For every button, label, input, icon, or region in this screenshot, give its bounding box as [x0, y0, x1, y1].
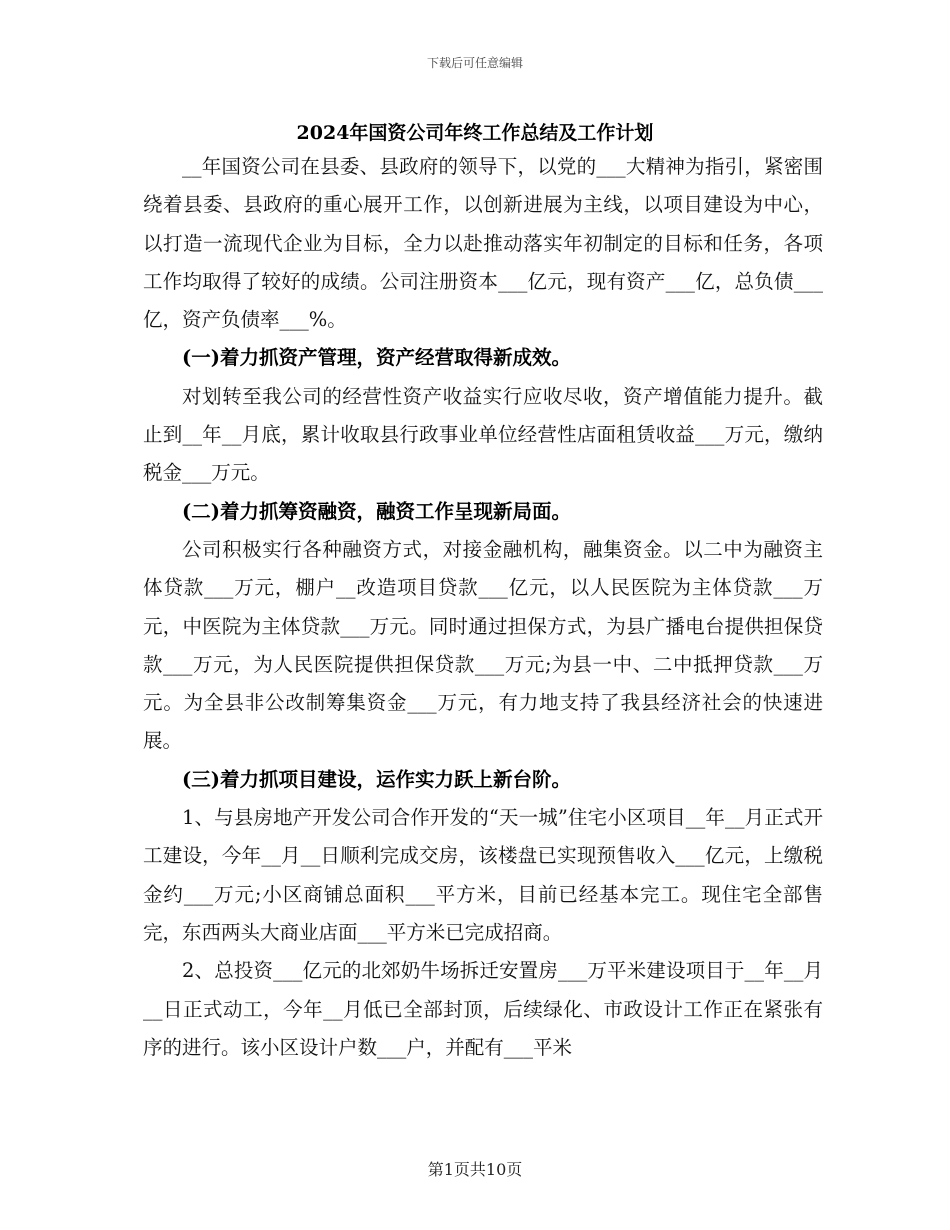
document-body [143, 148, 823, 1067]
section-heading-2: (二)着力抓筹资融资，融资工作呈现新局面。 [182, 499, 571, 523]
page-number: 第1页共10页 [427, 1160, 523, 1179]
document-title: 2024年国资公司年终工作总结及工作计划 [296, 122, 654, 144]
paragraph-project-2: 2、总投资___亿元的北郊奶牛场拆迁安置房___万平米建设项目于__年__月__日正式动工，今年__月低已全部封顶，后续绿化、市政设计工作正在紧张有序的进行。该小区设计户数___户，并配有___平米 [143, 959, 823, 1059]
section-heading-3: (三)着力抓项目建设，运作实力跃上新台阶。 [182, 767, 571, 791]
paragraph-project-1: 1、与县房地产开发公司合作开发的“天一城”住宅小区项目__年__月正式开工建设，今年__月__日顺利完成交房，该楼盘已实现预售收入___亿元，上缴税金约___万元;小区商铺总面积___平方米，目前已经基本完工。现住宅全部售完，东西两头大商业店面___平方米已完成招商。 [143, 806, 823, 944]
section-heading-1: (一)着力抓资产管理，资产经营取得新成效。 [182, 346, 571, 370]
paragraph-intro: __年国资公司在县委、县政府的领导下，以党的___大精神为指引，紧密围绕着县委、县政府的重心展开工作，以创新进展为主线，以项目建设为中心，以打造一流现代企业为目标，全力以赴推动落实年初制定的目标和任务，各项工作均取得了较好的成绩。公司注册资本___亿元，现有资产___亿，总负债___亿，资产负债率___%。 [143, 155, 823, 332]
page-header-note: 下载后可任意编辑 [426, 56, 523, 70]
paragraph-assets: 对划转至我公司的经营性资产收益实行应收尽收，资产增值能力提升。截止到__年__月底，累计收取县行政事业单位经营性店面租赁收益___万元，缴纳税金___万元。 [143, 384, 823, 485]
paragraph-financing: 公司积极实行各种融资方式，对接金融机构，融集资金。以二中为融资主体贷款___万元，棚户__改造项目贷款___亿元，以人民医院为主体贷款___万元，中医院为主体贷款___万元。同时通过担保方式，为县广播电台提供担保贷款___万元，为人民医院提供担保贷款___万元;为县一中、二中抵押贷款___万元。为全县非公改制筹集资金___万元，有力地支持了我县经济社会的快速进展。 [143, 537, 823, 753]
